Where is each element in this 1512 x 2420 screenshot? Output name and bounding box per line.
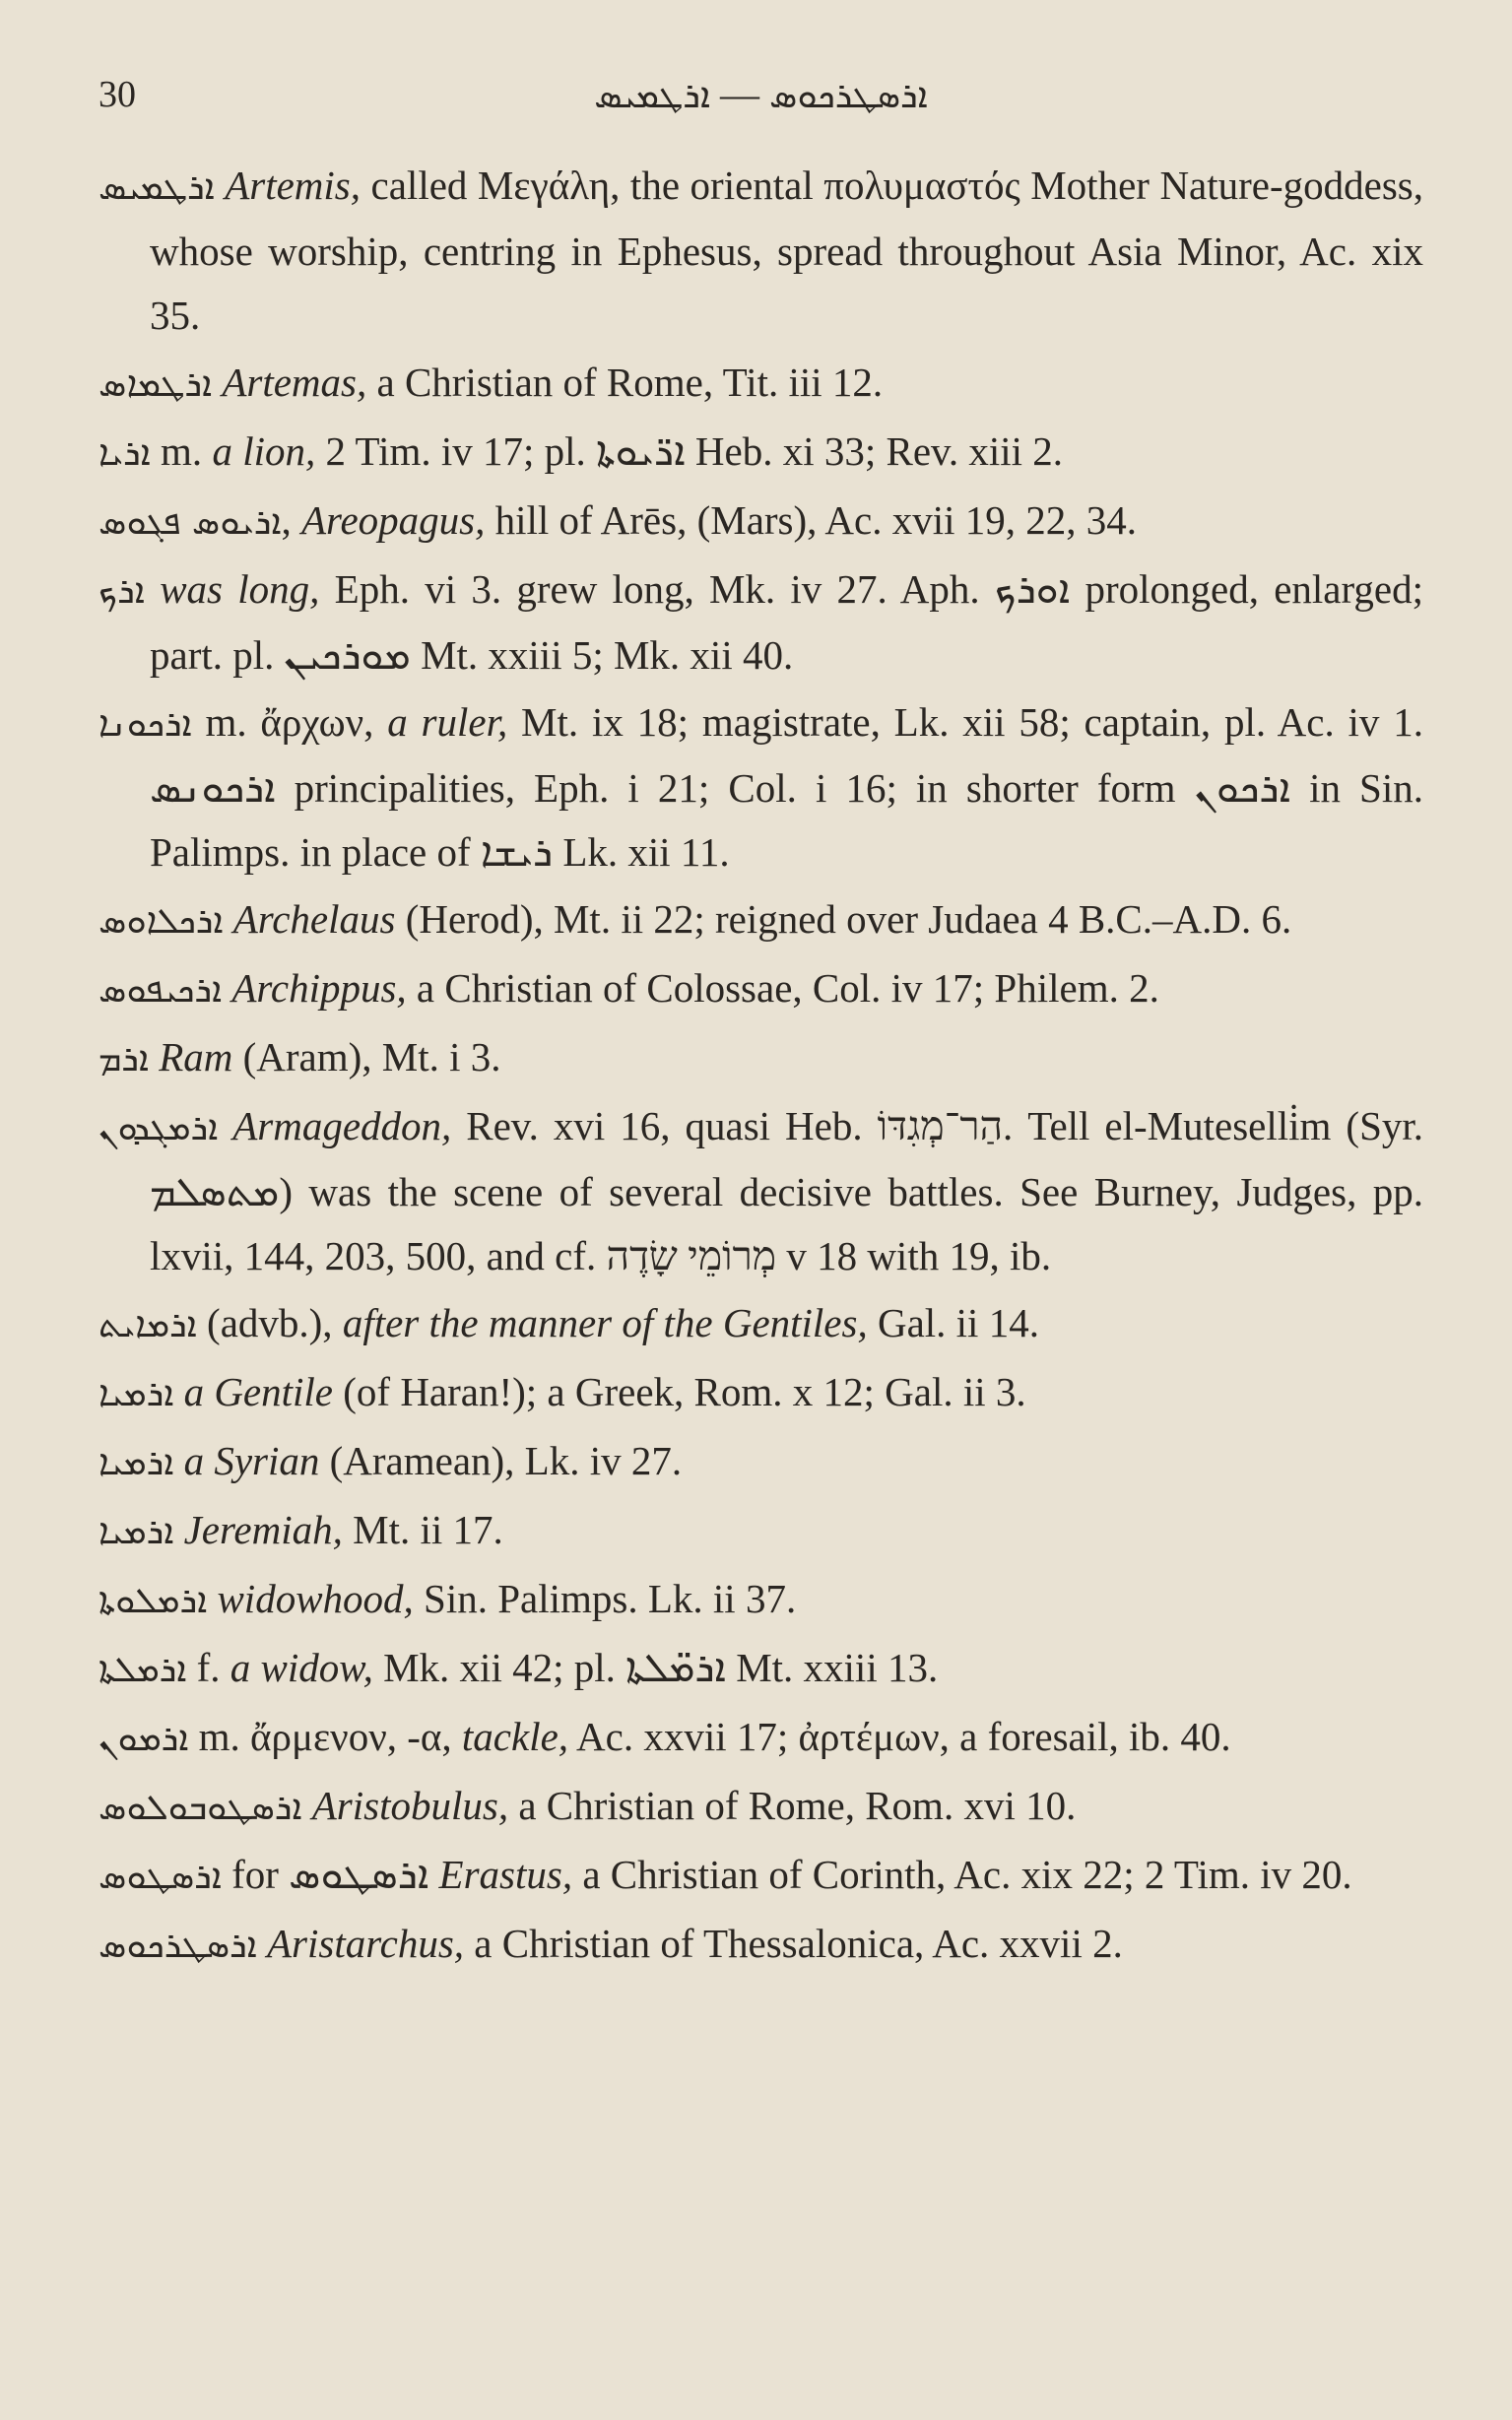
entry-gloss: Archippus, <box>231 965 407 1011</box>
page-header <box>99 61 1423 150</box>
entry-body: Ac. xxvii 17; ἀρτέμων, a foresail, ib. 40. <box>568 1714 1231 1759</box>
entry-gloss: Aristobulus, <box>311 1783 509 1828</box>
entry-gloss: Ram <box>159 1034 233 1079</box>
headword-syriac: ܐܪܡܠܘܬܐ <box>99 1581 208 1621</box>
entry-gloss: tackle, <box>461 1714 569 1759</box>
entry-body: (Aramean), Lk. iv 27. <box>319 1438 683 1483</box>
entry-armageddon <box>99 1094 1423 1288</box>
entry-prefix <box>173 1369 183 1414</box>
headword-syriac: ܐܪܡܘܢ <box>99 1719 189 1759</box>
entry-prefix <box>218 1103 232 1148</box>
headword-syriac: ܐܪܣܛܪܟܘܣ <box>99 1926 257 1966</box>
entry-body: hill of Arēs, (Mars), Ac. xvii 19, 22, 34. <box>485 497 1137 543</box>
entry-prefix <box>145 566 160 612</box>
entry-body: Sin. Palimps. Lk. ii 37. <box>413 1576 797 1621</box>
entry-gloss: Jeremiah, <box>183 1507 343 1552</box>
headword-syriac: ܐܪܡܝܐ <box>99 1374 174 1414</box>
entry-prefix <box>257 1921 267 1966</box>
headword-syriac: ܐܪܣܛܘܒܘܠܘܣ <box>99 1788 302 1828</box>
entry-gloss: Aristarchus, <box>266 1921 465 1966</box>
entry-body: Mk. xii 42; pl. ܐܪܡ̈ܠܬܐ Mt. xxiii 13. <box>372 1645 939 1690</box>
entry-gloss: widowhood, <box>217 1576 414 1621</box>
entry-gloss: a ruler, <box>387 699 508 745</box>
entry-prefix: for ܐܪܣܛܘܣ <box>221 1852 439 1897</box>
entry-gentile <box>99 1360 1423 1426</box>
entry-body: Eph. vi 3. grew long, Mk. iv 27. Aph. ܐܘܪܟ prolonged, enlarged; part. pl. ܡܘܪܟܝܢ Mt. xxiii 5; Mk. xii 40. <box>150 566 1424 678</box>
entry-artemas <box>99 351 1423 417</box>
headword-syriac: ܐܪܝܐ <box>99 433 151 474</box>
entry-prefix <box>173 1438 183 1483</box>
entry-prefix: (advb.), <box>196 1300 343 1345</box>
headword-syriac: ܐܪܝܘܣ ܦܓܘܣ <box>99 502 282 543</box>
headword-syriac: ܐܪܛܡܐܣ <box>99 364 213 405</box>
page-number: 30 <box>99 74 136 115</box>
entry-widow <box>99 1636 1423 1702</box>
headword-syriac: ܐܪܡܐܝܬ <box>99 1305 197 1345</box>
entry-prefix <box>302 1783 312 1828</box>
entry-prefix: m. ἄρχων, <box>191 699 388 745</box>
entry-prefix <box>207 1576 217 1621</box>
entry-gloss: a lion, <box>212 428 316 474</box>
entry-body: (Herod), Mt. ii 22; reigned over Judaea 4 B.C.–A.D. 6. <box>395 896 1292 942</box>
headword-syriac: ܐܪܛܡܝܣ <box>99 167 215 208</box>
entry-prefix <box>149 1034 159 1079</box>
running-head <box>99 71 1423 117</box>
entry-gloss: Archelaus <box>232 896 396 942</box>
entry-gloss: a widow, <box>230 1645 373 1690</box>
headword-syriac: ܐܪܡܓܕܘܢ <box>99 1108 219 1148</box>
running-head-left: ܐܪܛܡܝܣ <box>594 76 710 116</box>
entry-body: a Christian of Colossae, Col. iv 17; Philem. 2. <box>406 965 1159 1011</box>
headword-syriac: ܐܪܡܠܬܐ <box>99 1650 187 1690</box>
entry-aristobulus <box>99 1774 1423 1840</box>
entry-lion <box>99 420 1423 486</box>
entry-list <box>99 154 1423 1978</box>
entry-was-long <box>99 557 1423 687</box>
headword-syriac: ܐܪܟܝܦܘܣ <box>99 970 223 1011</box>
entry-body: a Christian of Corinth, Ac. xix 22; 2 Tim. iv 20. <box>572 1852 1352 1897</box>
entry-prefix: f. <box>186 1645 230 1690</box>
headword-syriac: ܐܪܟܘܢܐ <box>99 704 192 745</box>
entry-prefix: m. ἄρμενον, -α, <box>188 1714 462 1759</box>
headword-syriac: ܐܪܟ <box>99 571 145 612</box>
entry-gloss: Areopagus, <box>300 497 486 543</box>
entry-prefix <box>223 896 232 942</box>
running-head-right: ܐܪܣܛܪܟܘܣ <box>768 76 928 116</box>
entry-artemis <box>99 154 1423 348</box>
headword-syriac: ܐܪܟܠܐܘܣ <box>99 901 224 942</box>
entry-gloss: a Gentile <box>183 1369 334 1414</box>
headword-syriac: ܐܪܡ <box>99 1039 149 1079</box>
headword-syriac: ܐܪܡܝܐ <box>99 1443 174 1483</box>
entry-tackle <box>99 1705 1423 1771</box>
entry-body: (of Haran!); a Greek, Rom. x 12; Gal. ii 3. <box>333 1369 1026 1414</box>
entry-areopagus <box>99 489 1423 555</box>
entry-jeremiah <box>99 1498 1423 1564</box>
entry-archippus <box>99 956 1423 1022</box>
entry-body: Mt. ix 18; magistrate, Lk. xii 58; captain, pl. Ac. iv 1. ܐܪܟܘܢܣ principalities, Eph. i 21; Col. i 16; in shorter form ܐܪܟܘܢ in Sin. Palimps. in place of ܪܝܫܐ Lk. xii 11. <box>150 699 1423 875</box>
entry-body: Mt. ii 17. <box>342 1507 503 1552</box>
entry-prefix <box>222 965 231 1011</box>
entry-aristarchus <box>99 1912 1423 1978</box>
entry-gloss: after the manner of the Gentiles, <box>342 1300 868 1345</box>
entry-body: called Μεγάλη, the oriental πολυμαστός Mother Nature-goddess, whose worship, centring in Ephesus, spread throughout Asia Minor, Ac. xix 35. <box>150 163 1424 338</box>
entry-body: (Aram), Mt. i 3. <box>232 1034 501 1079</box>
entry-gentiles-adverb <box>99 1291 1423 1357</box>
entry-erastus <box>99 1843 1423 1909</box>
entry-ruler <box>99 690 1423 884</box>
entry-gloss: Erastus, <box>438 1852 573 1897</box>
entry-body: a Christian of Rome, Tit. iii 12. <box>366 360 884 405</box>
headword-syriac: ܐܪܣܛܘܣ <box>99 1857 222 1897</box>
entry-gloss: Artemis, <box>225 163 362 208</box>
entry-prefix <box>212 360 222 405</box>
entry-prefix <box>215 163 226 208</box>
entry-ram <box>99 1025 1423 1091</box>
entry-widowhood <box>99 1567 1423 1633</box>
entry-body: Gal. ii 14. <box>867 1300 1039 1345</box>
running-head-dash: — <box>709 72 769 116</box>
entry-prefix: m. <box>150 428 213 474</box>
entry-gloss: Armageddon, <box>232 1103 452 1148</box>
entry-archelaus <box>99 887 1423 953</box>
headword-syriac: ܐܪܡܝܐ <box>99 1512 174 1552</box>
entry-body: a Christian of Thessalonica, Ac. xxvii 2. <box>464 1921 1123 1966</box>
entry-body: a Christian of Rome, Rom. xvi 10. <box>508 1783 1077 1828</box>
entry-prefix: , <box>281 497 301 543</box>
entry-gloss: a Syrian <box>183 1438 320 1483</box>
entry-syrian <box>99 1429 1423 1495</box>
entry-body: Rev. xvi 16, quasi Heb. הַר־מְגִדּוֹ. Tell el-Muteselli̇m (Syr. ܡܬܣܠܡ) was the scene of several decisive battles. See Burney, Judges, pp. lxvii, 144, 203, 500, and cf. מְרוֹמֵי שָׂדֶה v 18 with 19, ib. <box>150 1103 1424 1278</box>
entry-gloss: was long, <box>160 566 320 612</box>
entry-prefix <box>173 1507 183 1552</box>
entry-gloss: Artemas, <box>222 360 367 405</box>
entry-body: 2 Tim. iv 17; pl. ܐܪ̈ܝܘܬܐ Heb. xi 33; Rev. xiii 2. <box>315 428 1064 474</box>
